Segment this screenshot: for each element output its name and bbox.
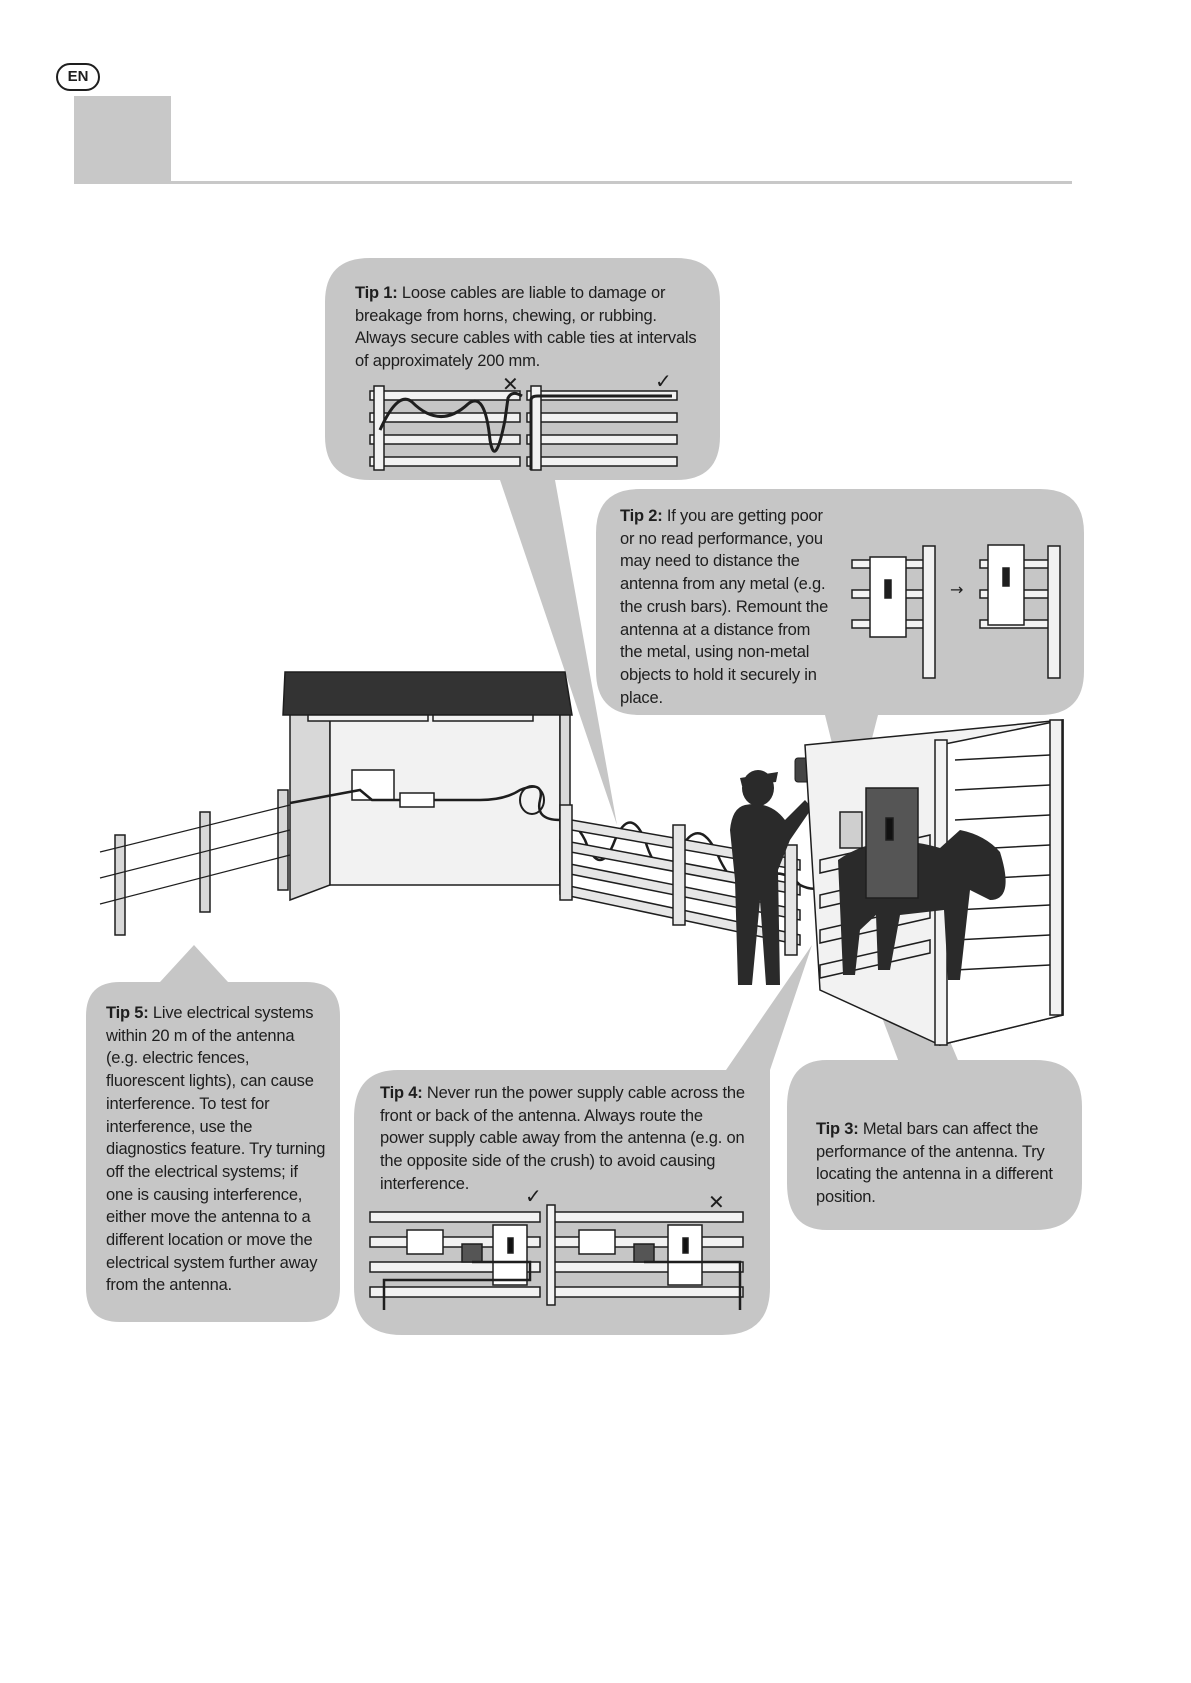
fence-wires bbox=[100, 805, 290, 904]
tip5-label: Tip 5: bbox=[106, 1004, 149, 1022]
tip1-text bbox=[355, 282, 700, 373]
tip2-body: If you are getting poor or no read performance, you may need to distance the antenna from any metal (e.g. the crush bars). Remount the antenna at a distance from the metal, using non-metal objects to hold it securely in place. bbox=[620, 507, 829, 707]
language-badge: EN bbox=[56, 63, 100, 91]
tip4-body: Never run the power supply cable across the front or back of the antenna. Always route the power supply cable away from the antenna (e.g. on the opposite side of the crush) to avoid causing interference. bbox=[380, 1084, 745, 1193]
tip5-body: Live electrical systems within 20 m of the antenna (e.g. electric fences, fluorescent lights), can cause interference. To test for interference, use the diagnostics feature. Try turning off the electrical systems; if one is causing interference, either move the antenna to a different location or move the electrical system further away from the antenna. bbox=[106, 1004, 326, 1295]
tip2-text bbox=[620, 505, 835, 709]
tip3-text bbox=[816, 1118, 1056, 1209]
tip1-body: Loose cables are liable to damage or breakage from horns, chewing, or rubbing. Always secure cables with cable ties at intervals of approximately 200 mm. bbox=[355, 284, 697, 371]
farmer-silhouette bbox=[730, 770, 812, 985]
tip1-label: Tip 1: bbox=[355, 284, 398, 302]
tip4-check-icon: ✓ bbox=[525, 1184, 542, 1208]
tip4-label: Tip 4: bbox=[380, 1084, 423, 1102]
tip1-check-icon: ✓ bbox=[655, 369, 672, 393]
tip3-body: Metal bars can affect the performance of the antenna. Try locating the antenna in a different position. bbox=[816, 1120, 1053, 1207]
tip2-label: Tip 2: bbox=[620, 507, 663, 525]
tip3-label: Tip 3: bbox=[816, 1120, 859, 1138]
tip4-cross-icon: ✕ bbox=[708, 1190, 725, 1214]
tip2-arrow-icon: → bbox=[950, 580, 964, 599]
tip1-cross-icon: ✕ bbox=[502, 372, 519, 396]
tip5-text bbox=[106, 1002, 328, 1297]
tip4-text bbox=[380, 1082, 750, 1196]
